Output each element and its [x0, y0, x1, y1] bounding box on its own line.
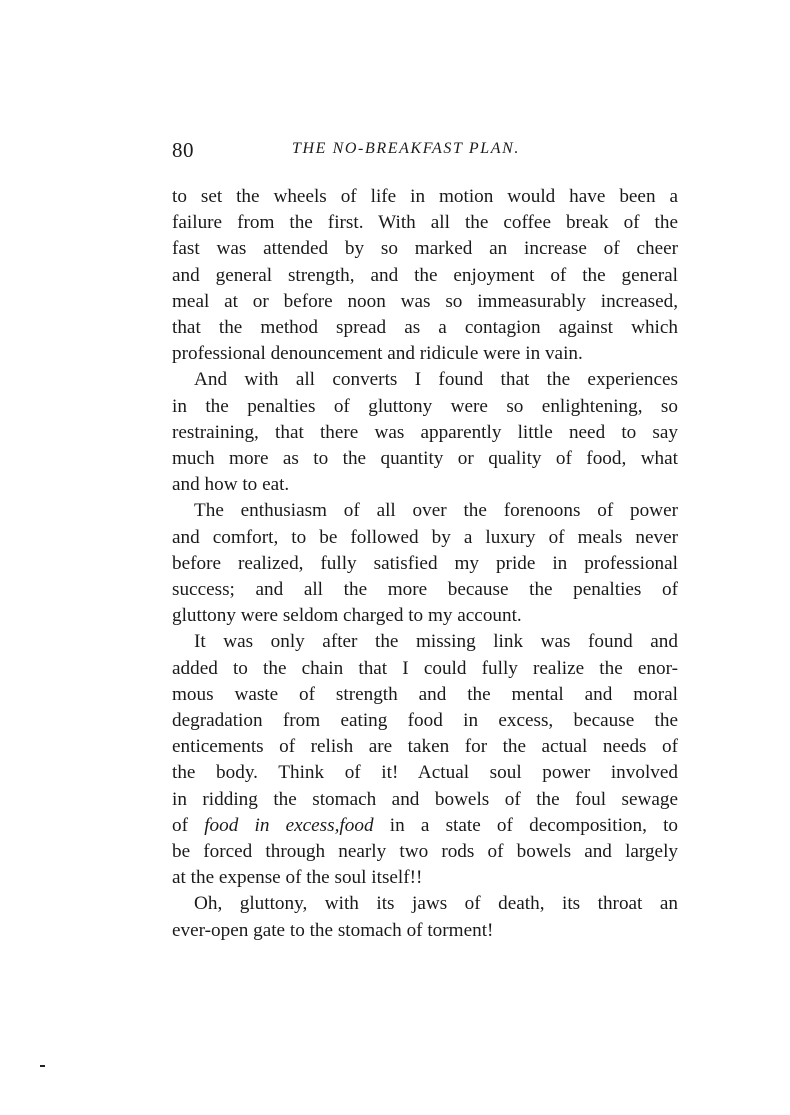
text-line: to set the wheels of life in motion would have been a [172, 186, 678, 207]
text-line: gluttony were seldom charged to my account. [172, 605, 522, 627]
text-line-italic-mix [172, 813, 678, 839]
text-line: It was only after the missing link was found and [194, 631, 678, 653]
paragraph [172, 184, 678, 367]
text-line: and comfort, to be followed by a luxury of meals never [172, 526, 678, 548]
text-line: The enthusiasm of all over the forenoons of power [194, 500, 678, 522]
text-line: much more as to the quantity or quality of food, what [172, 448, 678, 470]
text-line: ever-open gate to the stomach of torment! [172, 919, 494, 941]
text-line: enticements of relish are taken for the actual needs of [172, 736, 678, 758]
paragraph [172, 891, 678, 943]
text-line: restraining, that there was apparently little need to say [172, 421, 678, 443]
running-title: THE NO-BREAKFAST PLAN. [292, 140, 520, 157]
text-line: meal at or before noon was so immeasurably increased, [172, 290, 678, 312]
body-text [172, 184, 678, 944]
italic-fragment: food in excess, [204, 814, 340, 836]
text-line: before realized, fully satisfied my pride in professional [172, 552, 678, 574]
text-fragment: of [172, 814, 205, 836]
paragraph [172, 498, 678, 629]
text-line: be forced through nearly two rods of bowels and largely [172, 841, 678, 863]
text-line: success; and all the more because the penalties of [172, 579, 678, 601]
text-line: mous waste of strength and the mental and moral [172, 683, 678, 705]
italic-fragment: food [339, 814, 374, 836]
text-line: in the penalties of gluttony were so enlightening, so [172, 395, 678, 417]
text-line: failure from the first. With all the coffee break of the [172, 212, 678, 234]
text-line: And with all converts I found that the experiences [194, 369, 678, 391]
text-line: and how to eat. [172, 474, 290, 496]
text-line: fast was attended by so marked an increase of cheer [172, 238, 678, 260]
text-fragment: in a state of decomposition, to [373, 814, 679, 836]
scan-mark [40, 1065, 45, 1067]
text-line: added to the chain that I could fully realize the enor- [172, 657, 678, 679]
text-line: in ridding the stomach and bowels of the foul sewage [172, 788, 678, 810]
text-line: and general strength, and the enjoyment of the general [172, 264, 678, 286]
paragraph [172, 367, 678, 498]
text-line: Oh, gluttony, with its jaws of death, its throat an [194, 893, 678, 915]
text-line: the body. Think of it! Actual soul power involved [172, 762, 678, 784]
paragraph [172, 629, 678, 891]
page-header [172, 138, 680, 164]
text-line: degradation from eating food in excess, because the [172, 710, 678, 732]
page-number: 80 [172, 138, 194, 162]
text-line: professional denouncement and ridicule were in vain. [172, 343, 583, 365]
text-line: at the expense of the soul itself!! [172, 867, 423, 889]
text-line: that the method spread as a contagion against which [172, 317, 678, 339]
